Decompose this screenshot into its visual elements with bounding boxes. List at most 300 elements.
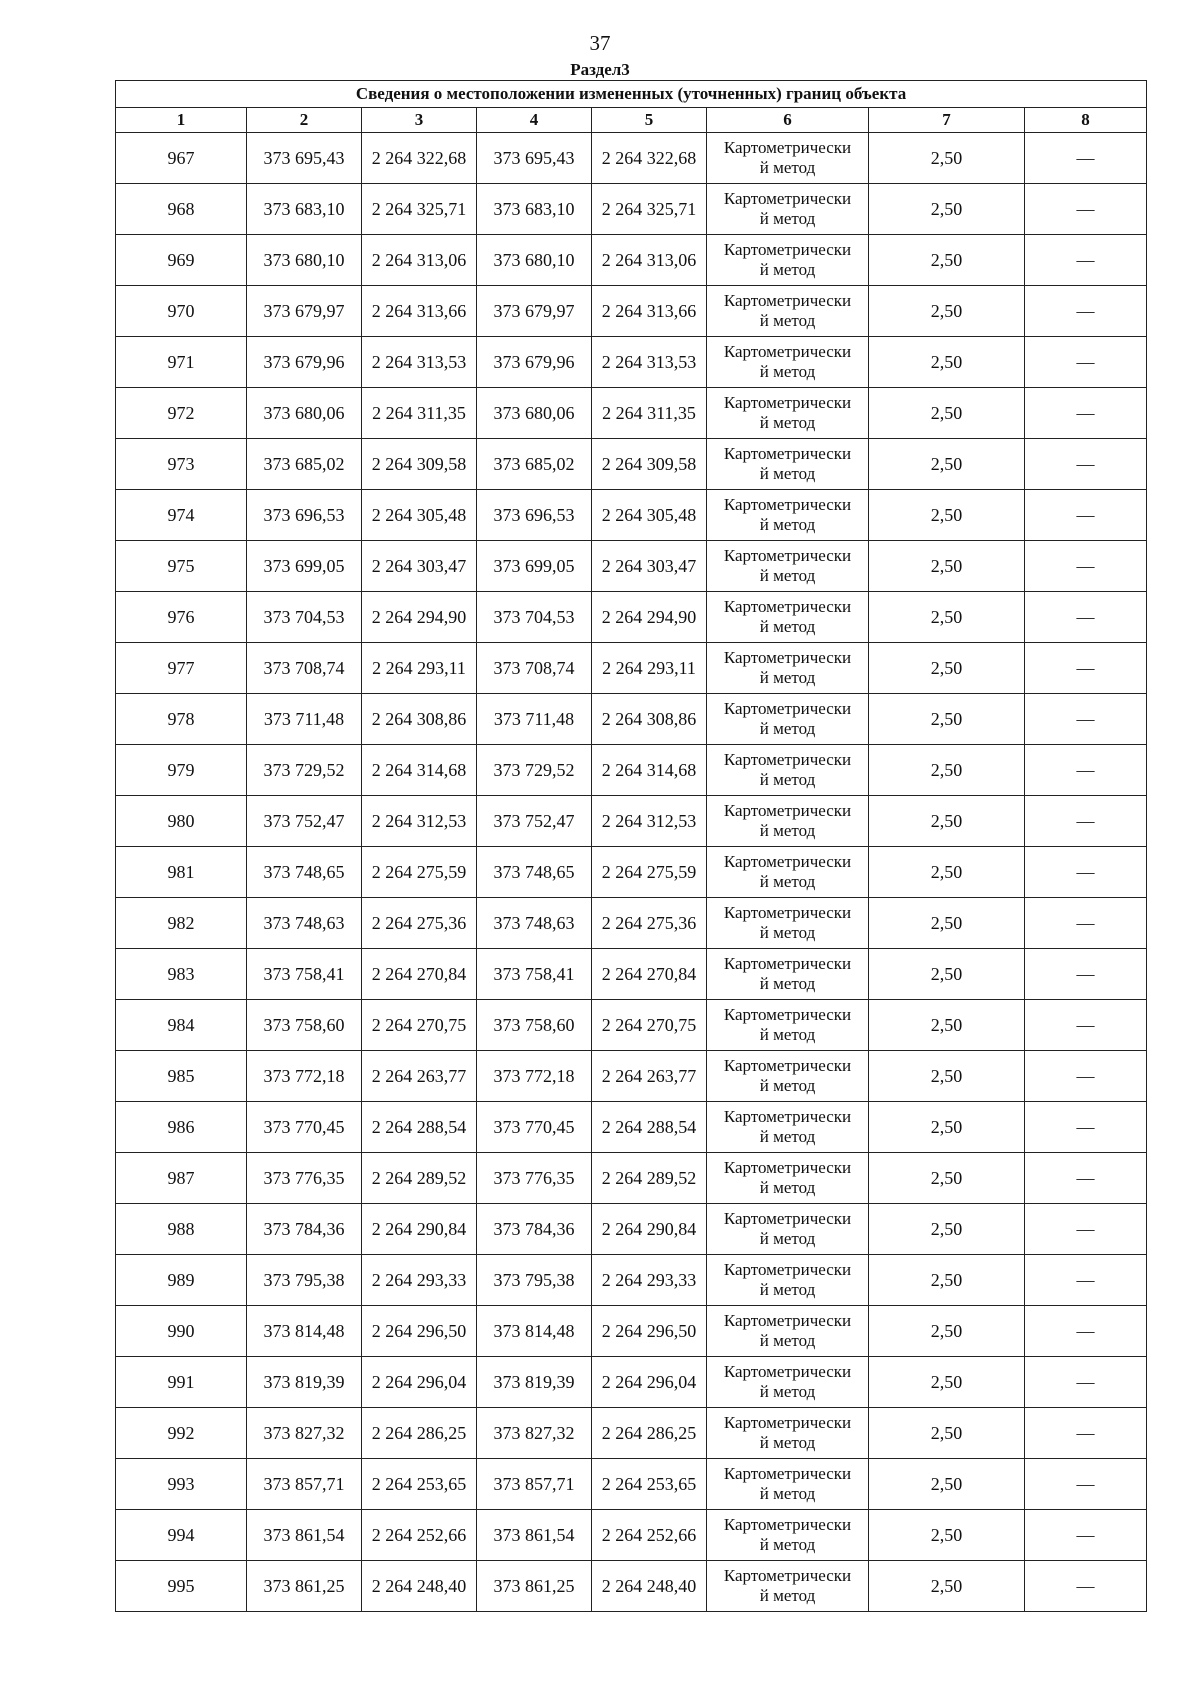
existing-y-cell: 2 264 275,59: [362, 847, 477, 898]
note-cell: —: [1025, 1153, 1147, 1204]
note-cell: —: [1025, 1051, 1147, 1102]
method-line: Картометрически: [723, 495, 852, 514]
method-cell: [707, 1153, 869, 1204]
existing-y-cell: 2 264 309,58: [362, 439, 477, 490]
method-cell: [707, 337, 869, 388]
refined-x-cell: 373 680,06: [477, 388, 592, 439]
method-cell: [707, 1459, 869, 1510]
table-row: [116, 286, 1147, 337]
method-line: й метод: [759, 1382, 816, 1401]
point-number-cell: 982: [116, 898, 247, 949]
accuracy-cell: 2,50: [869, 1357, 1025, 1408]
point-number-cell: 987: [116, 1153, 247, 1204]
refined-y-cell: 2 264 275,59: [592, 847, 707, 898]
accuracy-cell: 2,50: [869, 745, 1025, 796]
method-line: Картометрически: [723, 1209, 852, 1228]
method-line: й метод: [759, 362, 816, 381]
method-line: Картометрически: [723, 1464, 852, 1483]
table-row: [116, 490, 1147, 541]
existing-x-cell: 373 748,65: [247, 847, 362, 898]
refined-x-cell: 373 711,48: [477, 694, 592, 745]
table-row: [116, 1255, 1147, 1306]
existing-y-cell: 2 264 296,50: [362, 1306, 477, 1357]
existing-x-cell: 373 695,43: [247, 133, 362, 184]
method-line: Картометрически: [723, 597, 852, 616]
accuracy-cell: 2,50: [869, 1204, 1025, 1255]
existing-x-cell: 373 729,52: [247, 745, 362, 796]
method-line: Картометрически: [723, 546, 852, 565]
refined-y-cell: 2 264 325,71: [592, 184, 707, 235]
method-cell: [707, 184, 869, 235]
accuracy-cell: 2,50: [869, 1459, 1025, 1510]
method-cell: [707, 439, 869, 490]
method-line: Картометрически: [723, 801, 852, 820]
method-line: Картометрически: [723, 138, 852, 157]
note-cell: —: [1025, 541, 1147, 592]
table-row: [116, 1459, 1147, 1510]
column-number: 7: [869, 108, 1025, 133]
point-number-cell: 975: [116, 541, 247, 592]
accuracy-cell: 2,50: [869, 337, 1025, 388]
accuracy-cell: 2,50: [869, 847, 1025, 898]
existing-x-cell: 373 827,32: [247, 1408, 362, 1459]
table-row: [116, 133, 1147, 184]
refined-y-cell: 2 264 311,35: [592, 388, 707, 439]
method-line: й метод: [759, 413, 816, 432]
method-line: Картометрически: [723, 1311, 852, 1330]
accuracy-cell: 2,50: [869, 643, 1025, 694]
method-cell: [707, 847, 869, 898]
point-number-cell: 994: [116, 1510, 247, 1561]
existing-y-cell: 2 264 288,54: [362, 1102, 477, 1153]
method-cell: [707, 1561, 869, 1612]
method-line: Картометрически: [723, 1413, 852, 1432]
refined-x-cell: 373 758,41: [477, 949, 592, 1000]
refined-y-cell: 2 264 296,50: [592, 1306, 707, 1357]
refined-x-cell: 373 827,32: [477, 1408, 592, 1459]
method-line: Картометрически: [723, 699, 852, 718]
accuracy-cell: 2,50: [869, 898, 1025, 949]
existing-y-cell: 2 264 303,47: [362, 541, 477, 592]
refined-x-cell: 373 770,45: [477, 1102, 592, 1153]
existing-x-cell: 373 699,05: [247, 541, 362, 592]
method-line: Картометрически: [723, 852, 852, 871]
column-number: 4: [477, 108, 592, 133]
existing-x-cell: 373 711,48: [247, 694, 362, 745]
accuracy-cell: 2,50: [869, 184, 1025, 235]
note-cell: —: [1025, 1306, 1147, 1357]
note-cell: —: [1025, 490, 1147, 541]
refined-y-cell: 2 264 309,58: [592, 439, 707, 490]
method-line: й метод: [759, 923, 816, 942]
refined-x-cell: 373 748,63: [477, 898, 592, 949]
table-row: [116, 337, 1147, 388]
method-cell: [707, 898, 869, 949]
column-number: 6: [707, 108, 869, 133]
note-cell: —: [1025, 133, 1147, 184]
method-line: й метод: [759, 1127, 816, 1146]
refined-y-cell: 2 264 303,47: [592, 541, 707, 592]
accuracy-cell: 2,50: [869, 439, 1025, 490]
method-cell: [707, 592, 869, 643]
note-cell: —: [1025, 1459, 1147, 1510]
accuracy-cell: 2,50: [869, 541, 1025, 592]
accuracy-cell: 2,50: [869, 1000, 1025, 1051]
note-cell: —: [1025, 694, 1147, 745]
point-number-cell: 991: [116, 1357, 247, 1408]
refined-y-cell: 2 264 248,40: [592, 1561, 707, 1612]
method-line: й метод: [759, 821, 816, 840]
refined-x-cell: 373 752,47: [477, 796, 592, 847]
table-row: [116, 643, 1147, 694]
method-line: Картометрически: [723, 1566, 852, 1585]
note-cell: —: [1025, 388, 1147, 439]
refined-y-cell: 2 264 308,86: [592, 694, 707, 745]
refined-y-cell: 2 264 290,84: [592, 1204, 707, 1255]
note-cell: —: [1025, 1408, 1147, 1459]
column-number: 2: [247, 108, 362, 133]
method-line: Картометрически: [723, 1515, 852, 1534]
method-cell: [707, 643, 869, 694]
existing-x-cell: 373 795,38: [247, 1255, 362, 1306]
accuracy-cell: 2,50: [869, 796, 1025, 847]
point-number-cell: 993: [116, 1459, 247, 1510]
method-cell: [707, 1510, 869, 1561]
method-cell: [707, 949, 869, 1000]
note-cell: —: [1025, 1204, 1147, 1255]
existing-x-cell: 373 683,10: [247, 184, 362, 235]
point-number-cell: 986: [116, 1102, 247, 1153]
method-line: Картометрически: [723, 1362, 852, 1381]
method-line: Картометрически: [723, 240, 852, 259]
table-row: [116, 847, 1147, 898]
refined-x-cell: 373 679,97: [477, 286, 592, 337]
method-line: Картометрически: [723, 342, 852, 361]
table-body: [116, 133, 1147, 1612]
section-title: Раздел3: [570, 60, 630, 79]
method-cell: [707, 490, 869, 541]
refined-y-cell: 2 264 313,53: [592, 337, 707, 388]
method-line: й метод: [759, 1076, 816, 1095]
refined-y-cell: 2 264 294,90: [592, 592, 707, 643]
refined-x-cell: 373 683,10: [477, 184, 592, 235]
refined-y-cell: 2 264 293,11: [592, 643, 707, 694]
refined-y-cell: 2 264 296,04: [592, 1357, 707, 1408]
table-row: [116, 1204, 1147, 1255]
refined-x-cell: 373 795,38: [477, 1255, 592, 1306]
existing-y-cell: 2 264 252,66: [362, 1510, 477, 1561]
method-line: й метод: [759, 872, 816, 891]
refined-x-cell: 373 680,10: [477, 235, 592, 286]
method-cell: [707, 133, 869, 184]
note-cell: —: [1025, 643, 1147, 694]
method-line: й метод: [759, 158, 816, 177]
note-cell: —: [1025, 898, 1147, 949]
point-number-cell: 979: [116, 745, 247, 796]
table-row: [116, 1153, 1147, 1204]
existing-x-cell: 373 752,47: [247, 796, 362, 847]
table-row: [116, 1561, 1147, 1612]
refined-x-cell: 373 814,48: [477, 1306, 592, 1357]
method-cell: [707, 694, 869, 745]
method-line: Картометрически: [723, 291, 852, 310]
point-number-cell: 990: [116, 1306, 247, 1357]
method-line: Картометрически: [723, 648, 852, 667]
method-line: Картометрически: [723, 393, 852, 412]
method-line: й метод: [759, 1178, 816, 1197]
note-cell: —: [1025, 847, 1147, 898]
method-cell: [707, 745, 869, 796]
refined-x-cell: 373 699,05: [477, 541, 592, 592]
method-cell: [707, 1357, 869, 1408]
existing-x-cell: 373 776,35: [247, 1153, 362, 1204]
accuracy-cell: 2,50: [869, 1561, 1025, 1612]
note-cell: —: [1025, 235, 1147, 286]
column-number: 1: [116, 108, 247, 133]
point-number-cell: 970: [116, 286, 247, 337]
refined-y-cell: 2 264 313,66: [592, 286, 707, 337]
existing-y-cell: 2 264 248,40: [362, 1561, 477, 1612]
refined-y-cell: 2 264 253,65: [592, 1459, 707, 1510]
accuracy-cell: 2,50: [869, 1408, 1025, 1459]
existing-y-cell: 2 264 305,48: [362, 490, 477, 541]
note-cell: —: [1025, 184, 1147, 235]
accuracy-cell: 2,50: [869, 1306, 1025, 1357]
accuracy-cell: 2,50: [869, 694, 1025, 745]
method-line: Картометрически: [723, 444, 852, 463]
note-cell: —: [1025, 1000, 1147, 1051]
refined-x-cell: 373 784,36: [477, 1204, 592, 1255]
method-cell: [707, 286, 869, 337]
table-row: [116, 1306, 1147, 1357]
method-line: й метод: [759, 617, 816, 636]
note-cell: —: [1025, 439, 1147, 490]
method-cell: [707, 1102, 869, 1153]
method-line: Картометрически: [723, 1260, 852, 1279]
point-number-cell: 973: [116, 439, 247, 490]
note-cell: —: [1025, 1102, 1147, 1153]
existing-y-cell: 2 264 293,33: [362, 1255, 477, 1306]
existing-y-cell: 2 264 270,75: [362, 1000, 477, 1051]
existing-x-cell: 373 857,71: [247, 1459, 362, 1510]
existing-x-cell: 373 819,39: [247, 1357, 362, 1408]
method-cell: [707, 1051, 869, 1102]
existing-y-cell: 2 264 313,53: [362, 337, 477, 388]
accuracy-cell: 2,50: [869, 949, 1025, 1000]
existing-y-cell: 2 264 290,84: [362, 1204, 477, 1255]
existing-x-cell: 373 708,74: [247, 643, 362, 694]
refined-y-cell: 2 264 252,66: [592, 1510, 707, 1561]
existing-y-cell: 2 264 289,52: [362, 1153, 477, 1204]
existing-x-cell: 373 770,45: [247, 1102, 362, 1153]
method-line: й метод: [759, 464, 816, 483]
refined-x-cell: 373 679,96: [477, 337, 592, 388]
accuracy-cell: 2,50: [869, 235, 1025, 286]
existing-x-cell: 373 772,18: [247, 1051, 362, 1102]
point-number-cell: 976: [116, 592, 247, 643]
existing-y-cell: 2 264 313,66: [362, 286, 477, 337]
method-line: Картометрически: [723, 903, 852, 922]
existing-y-cell: 2 264 263,77: [362, 1051, 477, 1102]
existing-y-cell: 2 264 270,84: [362, 949, 477, 1000]
method-cell: [707, 388, 869, 439]
existing-x-cell: 373 679,97: [247, 286, 362, 337]
method-line: Картометрически: [723, 189, 852, 208]
existing-y-cell: 2 264 294,90: [362, 592, 477, 643]
method-line: й метод: [759, 1586, 816, 1605]
refined-x-cell: 373 695,43: [477, 133, 592, 184]
point-number-cell: 974: [116, 490, 247, 541]
refined-x-cell: 373 861,25: [477, 1561, 592, 1612]
table-caption: Сведения о местоположении измененных (уточненных) границ объекта: [116, 81, 1147, 108]
accuracy-cell: 2,50: [869, 1153, 1025, 1204]
refined-x-cell: 373 776,35: [477, 1153, 592, 1204]
refined-y-cell: 2 264 313,06: [592, 235, 707, 286]
point-number-cell: 984: [116, 1000, 247, 1051]
accuracy-cell: 2,50: [869, 490, 1025, 541]
table-row: [116, 439, 1147, 490]
point-number-cell: 971: [116, 337, 247, 388]
table-row: [116, 184, 1147, 235]
method-line: й метод: [759, 515, 816, 534]
note-cell: —: [1025, 949, 1147, 1000]
refined-x-cell: 373 685,02: [477, 439, 592, 490]
method-line: й метод: [759, 770, 816, 789]
method-cell: [707, 796, 869, 847]
accuracy-cell: 2,50: [869, 1255, 1025, 1306]
method-line: й метод: [759, 974, 816, 993]
table-row: [116, 694, 1147, 745]
refined-x-cell: 373 748,65: [477, 847, 592, 898]
existing-x-cell: 373 696,53: [247, 490, 362, 541]
method-cell: [707, 1306, 869, 1357]
refined-x-cell: 373 729,52: [477, 745, 592, 796]
table-row: [116, 796, 1147, 847]
refined-y-cell: 2 264 286,25: [592, 1408, 707, 1459]
refined-x-cell: 373 758,60: [477, 1000, 592, 1051]
existing-y-cell: 2 264 286,25: [362, 1408, 477, 1459]
accuracy-cell: 2,50: [869, 388, 1025, 439]
method-line: й метод: [759, 1229, 816, 1248]
existing-y-cell: 2 264 296,04: [362, 1357, 477, 1408]
existing-y-cell: 2 264 322,68: [362, 133, 477, 184]
table-row: [116, 1408, 1147, 1459]
point-number-cell: 988: [116, 1204, 247, 1255]
existing-x-cell: 373 814,48: [247, 1306, 362, 1357]
refined-y-cell: 2 264 270,75: [592, 1000, 707, 1051]
accuracy-cell: 2,50: [869, 592, 1025, 643]
existing-x-cell: 373 680,10: [247, 235, 362, 286]
method-line: й метод: [759, 209, 816, 228]
accuracy-cell: 2,50: [869, 133, 1025, 184]
boundary-coordinates-table: [115, 80, 1147, 1612]
table-row: [116, 592, 1147, 643]
method-line: й метод: [759, 1484, 816, 1503]
existing-x-cell: 373 758,60: [247, 1000, 362, 1051]
method-line: й метод: [759, 1433, 816, 1452]
method-line: й метод: [759, 1535, 816, 1554]
accuracy-cell: 2,50: [869, 286, 1025, 337]
method-line: Картометрически: [723, 1005, 852, 1024]
existing-x-cell: 373 680,06: [247, 388, 362, 439]
method-line: й метод: [759, 311, 816, 330]
refined-y-cell: 2 264 314,68: [592, 745, 707, 796]
method-line: й метод: [759, 260, 816, 279]
method-line: й метод: [759, 1025, 816, 1044]
note-cell: —: [1025, 1255, 1147, 1306]
refined-y-cell: 2 264 263,77: [592, 1051, 707, 1102]
refined-y-cell: 2 264 270,84: [592, 949, 707, 1000]
column-number-row: [116, 108, 1147, 133]
refined-y-cell: 2 264 289,52: [592, 1153, 707, 1204]
refined-x-cell: 373 708,74: [477, 643, 592, 694]
method-cell: [707, 541, 869, 592]
existing-x-cell: 373 861,25: [247, 1561, 362, 1612]
point-number-cell: 967: [116, 133, 247, 184]
column-number: 3: [362, 108, 477, 133]
existing-x-cell: 373 679,96: [247, 337, 362, 388]
refined-y-cell: 2 264 305,48: [592, 490, 707, 541]
point-number-cell: 983: [116, 949, 247, 1000]
existing-y-cell: 2 264 293,11: [362, 643, 477, 694]
method-line: й метод: [759, 1331, 816, 1350]
note-cell: —: [1025, 592, 1147, 643]
note-cell: —: [1025, 1510, 1147, 1561]
refined-x-cell: 373 861,54: [477, 1510, 592, 1561]
point-number-cell: 980: [116, 796, 247, 847]
point-number-cell: 978: [116, 694, 247, 745]
method-line: Картометрически: [723, 1056, 852, 1075]
table-row: [116, 949, 1147, 1000]
table-row: [116, 1102, 1147, 1153]
table-row: [116, 1000, 1147, 1051]
method-cell: [707, 1408, 869, 1459]
refined-x-cell: 373 857,71: [477, 1459, 592, 1510]
refined-x-cell: 373 696,53: [477, 490, 592, 541]
method-cell: [707, 1204, 869, 1255]
refined-y-cell: 2 264 275,36: [592, 898, 707, 949]
method-line: й метод: [759, 668, 816, 687]
method-cell: [707, 1255, 869, 1306]
refined-x-cell: 373 704,53: [477, 592, 592, 643]
existing-x-cell: 373 685,02: [247, 439, 362, 490]
point-number-cell: 969: [116, 235, 247, 286]
refined-y-cell: 2 264 312,53: [592, 796, 707, 847]
note-cell: —: [1025, 286, 1147, 337]
point-number-cell: 995: [116, 1561, 247, 1612]
accuracy-cell: 2,50: [869, 1102, 1025, 1153]
existing-y-cell: 2 264 312,53: [362, 796, 477, 847]
existing-y-cell: 2 264 314,68: [362, 745, 477, 796]
accuracy-cell: 2,50: [869, 1510, 1025, 1561]
column-number: 5: [592, 108, 707, 133]
note-cell: —: [1025, 337, 1147, 388]
existing-y-cell: 2 264 308,86: [362, 694, 477, 745]
point-number-cell: 981: [116, 847, 247, 898]
note-cell: —: [1025, 796, 1147, 847]
method-line: й метод: [759, 1280, 816, 1299]
point-number-cell: 968: [116, 184, 247, 235]
existing-x-cell: 373 861,54: [247, 1510, 362, 1561]
method-line: Картометрически: [723, 954, 852, 973]
point-number-cell: 985: [116, 1051, 247, 1102]
accuracy-cell: 2,50: [869, 1051, 1025, 1102]
refined-y-cell: 2 264 293,33: [592, 1255, 707, 1306]
table-row: [116, 745, 1147, 796]
existing-x-cell: 373 704,53: [247, 592, 362, 643]
table-row: [116, 541, 1147, 592]
point-number-cell: 992: [116, 1408, 247, 1459]
